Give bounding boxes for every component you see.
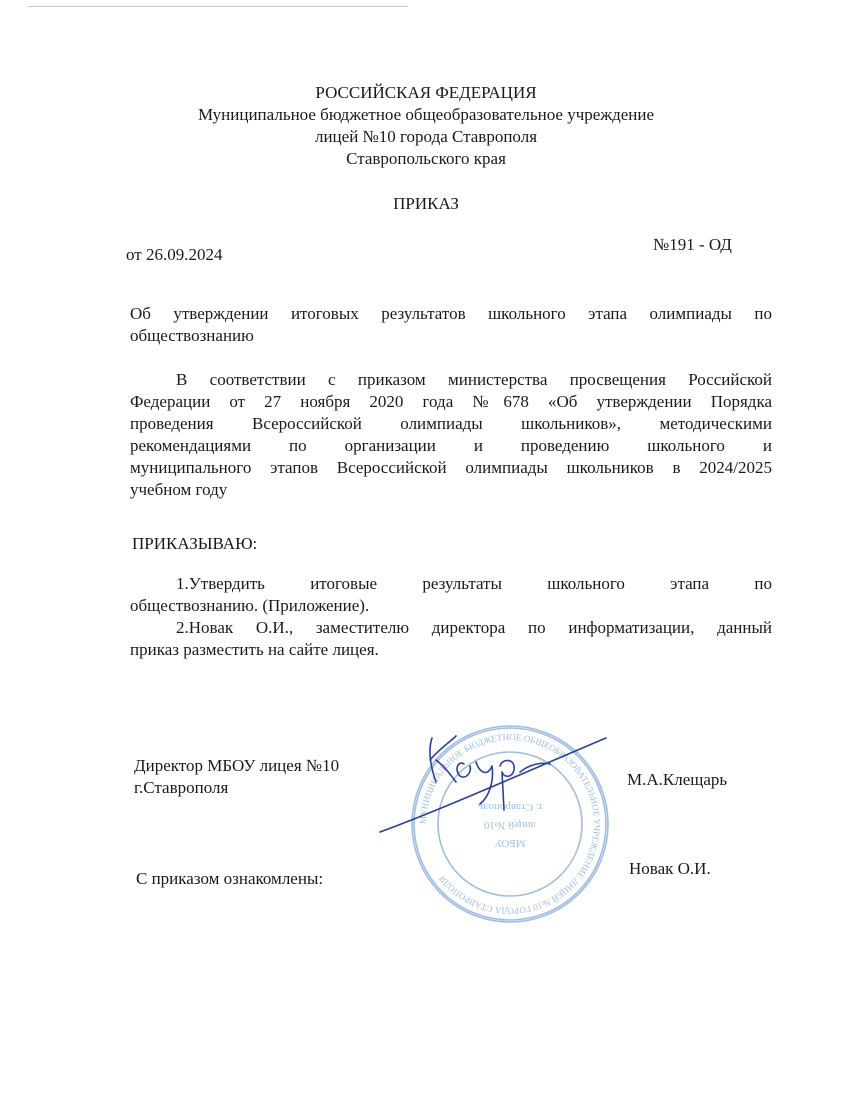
order-word: ПРИКАЗЫВАЮ: <box>132 534 258 553</box>
director-position-line-1: Директор МБОУ лицея №10 <box>134 756 340 775</box>
document-type: ПРИКАЗ <box>393 194 459 213</box>
organization-line-1: Муниципальное бюджетное общеобразовательное учреждение <box>197 105 655 124</box>
stamp-center-line-3: г. Ставрополь <box>478 801 542 813</box>
stamp-center-line-1: МБОУ <box>494 837 526 849</box>
acknowledged-person: Новак О.И. <box>629 859 711 878</box>
director-position-line-2: г.Ставрополя <box>134 778 229 797</box>
subject-line-2: обществознанию <box>130 326 254 345</box>
preamble-line-3: проведения Всероссийской олимпиады школьников», методическими <box>130 414 772 433</box>
stamp-center-line-2: лицей №10 <box>483 819 537 831</box>
signature-stroke <box>380 738 606 832</box>
acknowledgement-label: С приказом ознакомлены: <box>136 869 324 888</box>
signature-stroke <box>500 760 514 810</box>
stamp-ring-text: МУНИЦИПАЛЬНОЕ БЮДЖЕТНОЕ ОБЩЕОБРАЗОВАТЕЛЬНОЕ УЧРЕЖДЕНИЕ ЛИЦЕЙ №10 ГОРОДА СТАВРОПОЛЯ <box>417 731 603 917</box>
item-2-line-1: 2.Новак О.И., заместителю директора по информатизации, данный <box>176 618 772 637</box>
preamble-paragraph <box>130 369 772 501</box>
order-subject <box>130 303 772 347</box>
item-1-line-2: обществознанию. (Приложение). <box>130 596 370 615</box>
scan-edge-line <box>28 6 408 7</box>
document-date: от 26.09.2024 <box>126 245 223 264</box>
organization-line-3: Ставропольского края <box>346 149 506 168</box>
preamble-line-5: муниципального этапов Всероссийской олимпиады школьников в 2024/2025 <box>130 458 772 477</box>
preamble-line-1: В соответствии с приказом министерства просвещения Российской <box>176 370 772 389</box>
signature-stroke <box>476 762 493 804</box>
preamble-line-4: рекомендациями по организации и проведению школьного и <box>130 436 772 455</box>
document-number: №191 - ОД <box>653 235 732 254</box>
subject-line-1: Об утверждении итоговых результатов школьного этапа олимпиады по <box>130 304 772 323</box>
preamble-line-2: Федерации от 27 ноября 2020 года №678 «Об утверждении Порядка <box>130 392 772 411</box>
organization-line-2: лицей №10 города Ставрополя <box>314 127 538 146</box>
order-items <box>130 573 772 661</box>
director-signature <box>370 720 620 840</box>
director-name: М.А.Клещарь <box>627 770 728 789</box>
item-1-line-1: 1.Утвердить итоговые результаты школьного этапа по <box>176 574 772 593</box>
preamble-line-6: учебном году <box>130 480 228 499</box>
item-2-line-2: приказ разместить на сайте лицея. <box>130 640 379 659</box>
signature-stroke <box>457 763 470 777</box>
country-title: РОССИЙСКАЯ ФЕДЕРАЦИЯ <box>315 83 537 102</box>
